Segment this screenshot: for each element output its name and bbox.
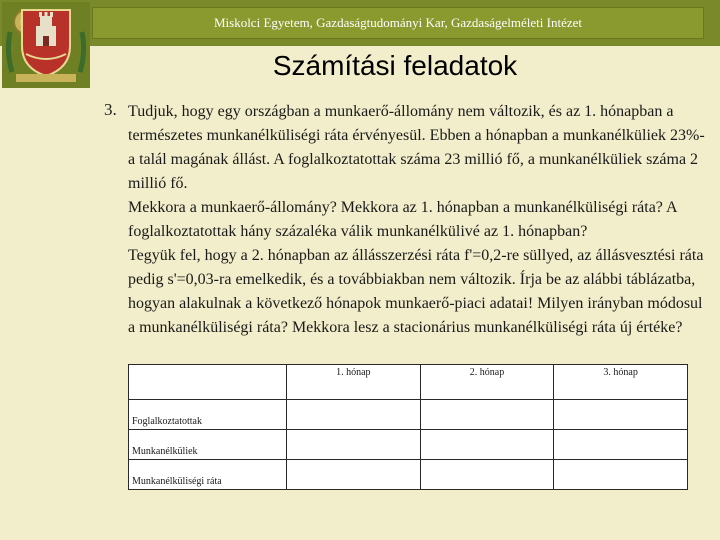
header-title: Miskolci Egyetem, Gazdaságtudományi Kar, Gazdaságelméleti Intézet xyxy=(92,7,704,39)
task-paragraph: Tudjuk, hogy egy országban a munkaerő-állomány nem változik, és az 1. hónapban a természetes munkanélküliségi ráta érvényesül. Ebben a hónapban a munkanélküliek 23%-a talál magának állást. A foglalkoztatottak száma 23 millió fő, a munkanélküliek száma 2 millió fő. xyxy=(128,103,705,192)
table-cell[interactable] xyxy=(420,400,554,430)
row-label-unemployment-rate: Munkanélküliségi ráta xyxy=(129,460,287,490)
column-header-month-1: 1. hónap xyxy=(287,365,421,400)
column-header-month-3: 3. hónap xyxy=(554,365,688,400)
task-paragraph: Mekkora a munkaerő-állomány? Mekkora az 1. hónapban a munkanélküliségi ráta? A foglalkoztatottak hány százaléka válik munkanélkülivé az 1. hónapban? xyxy=(128,199,677,240)
table-cell[interactable] xyxy=(287,430,421,460)
table-row xyxy=(129,400,688,430)
table-cell[interactable] xyxy=(420,460,554,490)
row-label-employed: Foglalkoztatottak xyxy=(129,400,287,430)
table-cell[interactable] xyxy=(287,400,421,430)
labor-market-table xyxy=(128,364,688,490)
page-title: Számítási feladatok xyxy=(272,50,518,81)
university-crest-icon xyxy=(2,2,90,88)
table-cell[interactable] xyxy=(554,460,688,490)
table-cell[interactable] xyxy=(554,430,688,460)
table-cell[interactable] xyxy=(420,430,554,460)
task-body xyxy=(128,100,708,340)
table-cell[interactable] xyxy=(554,400,688,430)
column-header-month-2: 2. hónap xyxy=(420,365,554,400)
task-paragraph: Tegyük fel, hogy a 2. hónapban az állásszerzési ráta f'=0,2-re süllyed, az állásvesztési ráta pedig s'=0,03-ra emelkedik, és a továbbiakban nem változik. Írja be az alábbi táblázatba, hogyan alakulnak a következő hónapok munkaerő-piaci adatai! Milyen irányban módosul a munkanélküliségi ráta? Mekkora lesz a stacionárius munkanélküliségi ráta új értéke? xyxy=(128,247,704,336)
table-header-row xyxy=(129,365,688,400)
table-row xyxy=(129,460,688,490)
table-corner-cell xyxy=(129,365,287,400)
table-cell[interactable] xyxy=(287,460,421,490)
task-number: 3. xyxy=(104,100,117,119)
table-row xyxy=(129,430,688,460)
row-label-unemployed: Munkanélküliek xyxy=(129,430,287,460)
